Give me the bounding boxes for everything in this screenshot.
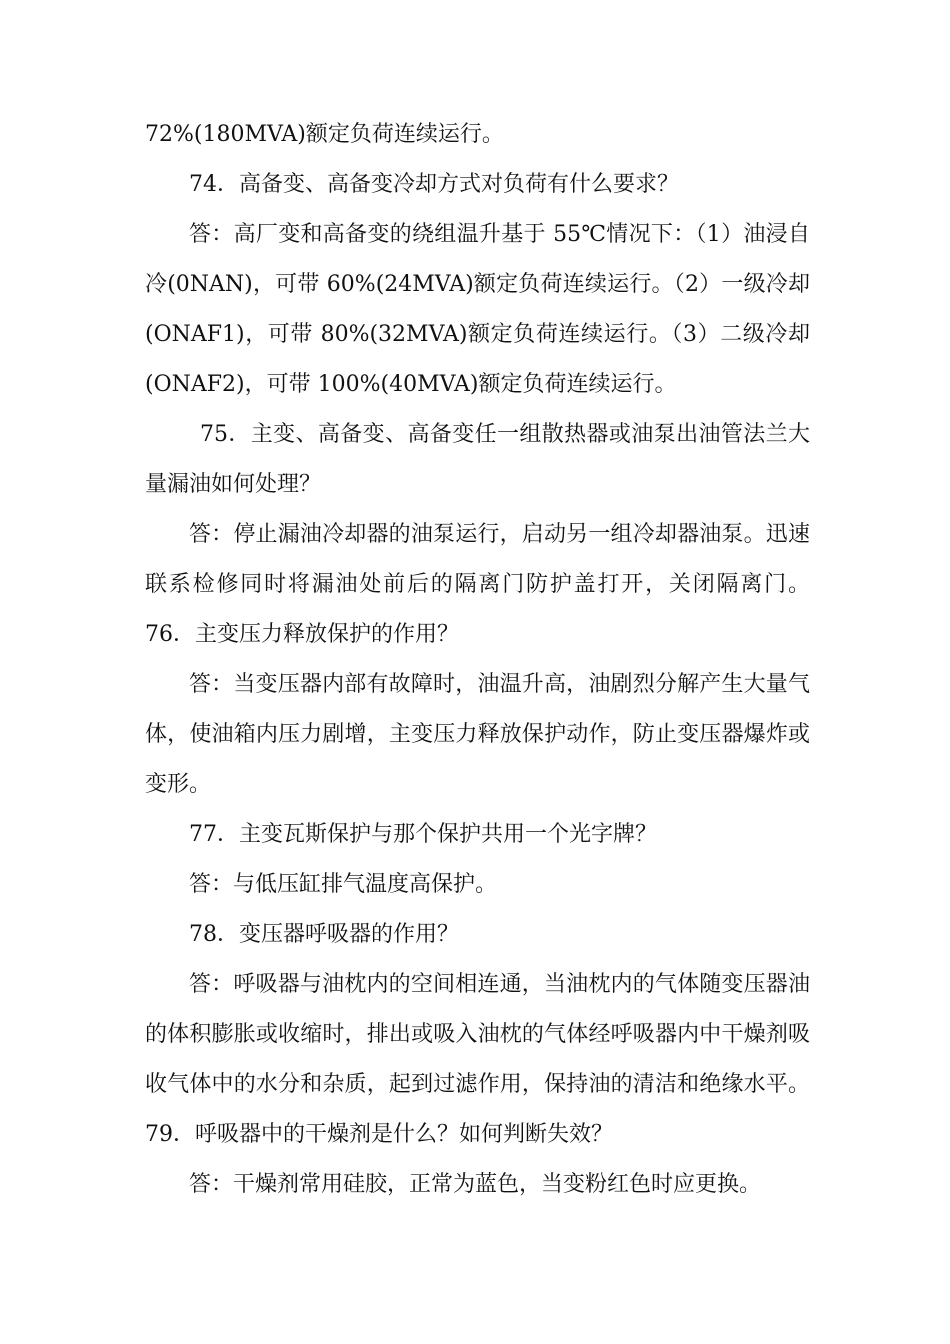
- answer-79: 答：干燥剂常用硅胶，正常为蓝色，当变粉红色时应更换。: [189, 1172, 762, 1197]
- question-77: 77．主变瓦斯保护与那个保护共用一个光字牌？: [189, 822, 657, 847]
- answer-74-line-4: (ONAF2)，可带 100%(40MVA)额定负荷连续运行。: [145, 372, 677, 397]
- answer-74-line-3: (ONAF1)，可带 80%(32MVA)额定负荷连续运行。（3）二级冷却: [145, 322, 810, 347]
- question-76: 76．主变压力释放保护的作用？: [145, 622, 459, 647]
- answer-78-line-3: 收气体中的水分和杂质，起到过滤作用，保持油的清洁和绝缘水平。: [145, 1072, 810, 1097]
- answer-78-line-2: 的体积膨胀或收缩时，排出或吸入油枕的气体经呼吸器内中干燥剂吸: [145, 1022, 810, 1047]
- answer-75-line-2: 联系检修同时将漏油处前后的隔离门防护盖打开，关闭隔离门。: [145, 572, 810, 597]
- answer-76-line-2: 体，使油箱内压力剧增，主变压力释放保护动作，防止变压器爆炸或: [145, 722, 810, 747]
- answer-74-line-2: 冷(0NAN)，可带 60%(24MVA)额定负荷连续运行。（2）一级冷却: [145, 272, 810, 297]
- text-line-1: 72%(180MVA)额定负荷连续运行。: [145, 122, 504, 147]
- question-75-line-2: 量漏油如何处理？: [145, 472, 322, 497]
- answer-78-line-1: 答：呼吸器与油枕内的空间相连通，当油枕内的气体随变压器油: [189, 972, 810, 997]
- question-74: 74．高备变、高备变冷却方式对负荷有什么要求？: [189, 172, 679, 197]
- answer-76-line-1: 答：当变压器内部有故障时，油温升高，油剧烈分解产生大量气: [189, 672, 810, 697]
- answer-76-line-3: 变形。: [145, 772, 212, 797]
- question-79: 79．呼吸器中的干燥剂是什么？如何判断失效？: [145, 1122, 613, 1147]
- answer-75-line-1: 答：停止漏油冷却器的油泵运行，启动另一组冷却器油泵。迅速: [189, 522, 810, 547]
- question-78: 78．变压器呼吸器的作用？: [189, 922, 459, 947]
- answer-77: 答：与低压缸排气温度高保护。: [189, 872, 498, 897]
- question-75-line-1: 75．主变、高备变、高备变任一组散热器或油泵出油管法兰大: [200, 422, 810, 447]
- answer-74-line-1: 答：高厂变和高备变的绕组温升基于 55℃情况下：（1）油浸自: [189, 222, 810, 247]
